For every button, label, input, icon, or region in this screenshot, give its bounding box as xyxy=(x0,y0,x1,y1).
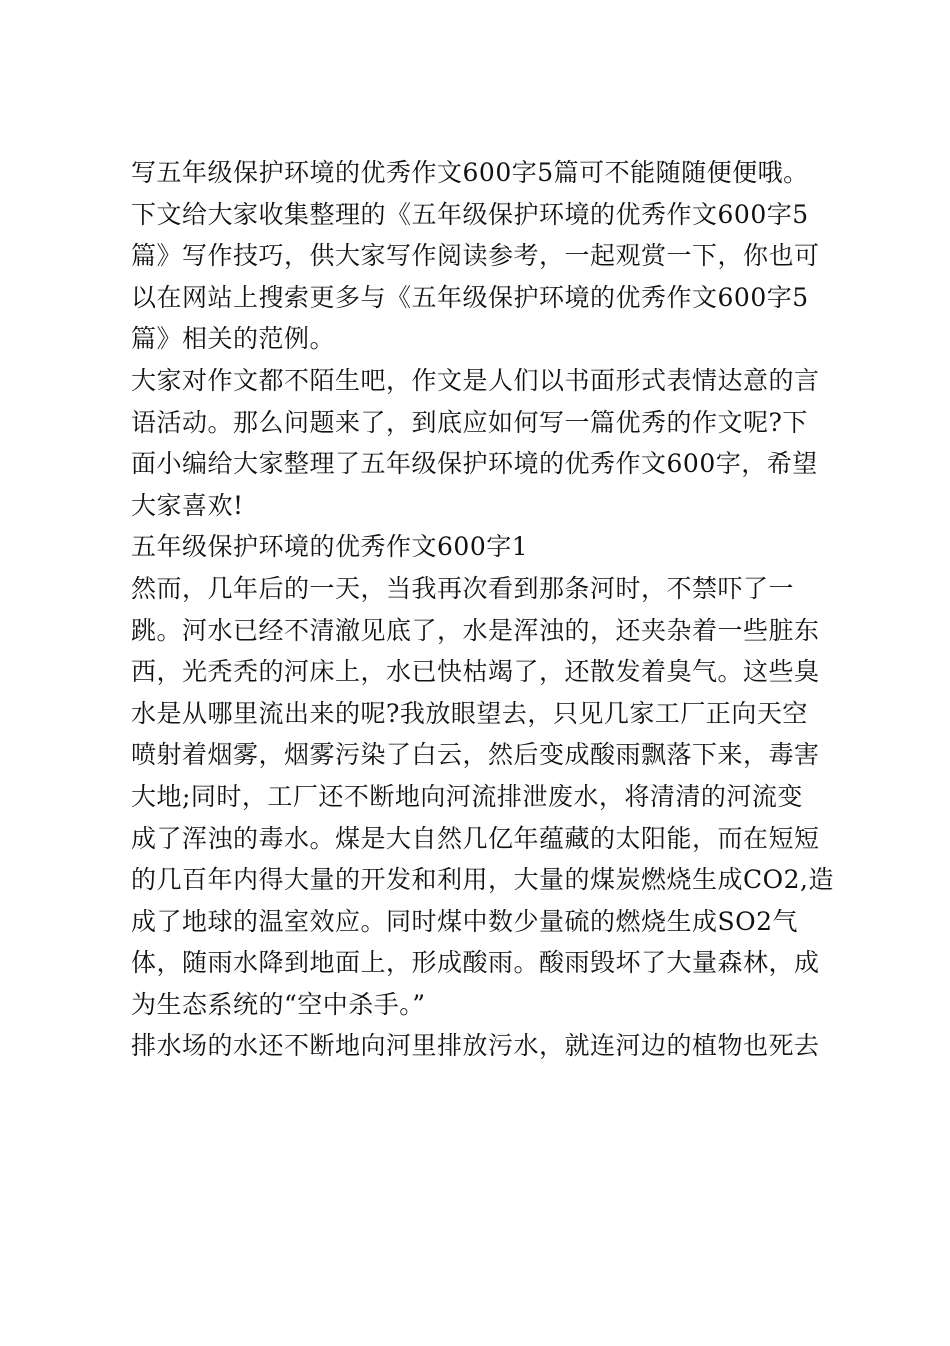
text-line: 喷射着烟雾，烟雾污染了白云，然后变成酸雨飘落下来，毒害 xyxy=(131,740,820,770)
document-body xyxy=(131,152,834,1067)
section-heading: 五年级保护环境的优秀作文600字1 xyxy=(131,532,529,562)
text-line: 然而，几年后的一天，当我再次看到那条河时，不禁吓了一 xyxy=(131,573,795,603)
text-line: 成了浑浊的毒水。煤是大自然几亿年蕴藏的太阳能，而在短短 xyxy=(131,823,820,853)
text-line: 水是从哪里流出来的呢?我放眼望去，只见几家工厂正向天空 xyxy=(131,698,808,728)
text-line: 下文给大家收集整理的《五年级保护环境的优秀作文600字5 xyxy=(131,199,809,229)
text-line: 大家对作文都不陌生吧，作文是人们以书面形式表情达意的言 xyxy=(131,365,820,395)
text-line: 成了地球的温室效应。同时煤中数少量硫的燃烧生成SO2气 xyxy=(131,906,799,936)
text-line: 篇》相关的范例。 xyxy=(131,324,336,354)
text-line: 排水场的水还不断地向河里排放污水，就连河边的植物也死去 xyxy=(131,1031,820,1061)
text-line: 写五年级保护环境的优秀作文600字5篇可不能随随便便哦。 xyxy=(131,158,809,187)
text-line: 以在网站上搜索更多与《五年级保护环境的优秀作文600字5 xyxy=(131,282,809,312)
text-line: 西，光秃秃的河床上，水已快枯竭了，还散发着臭气。这些臭 xyxy=(131,657,820,687)
text-line: 大家喜欢! xyxy=(131,490,244,520)
text-line: 跳。河水已经不清澈见底了，水是浑浊的，还夹杂着一些脏东 xyxy=(131,615,820,645)
text-line: 语活动。那么问题来了，到底应如何写一篇优秀的作文呢?下 xyxy=(131,407,808,437)
text-line: 面小编给大家整理了五年级保护环境的优秀作文600字，希望 xyxy=(131,449,818,479)
text-line: 大地;同时，工厂还不断地向河流排泄废水，将清清的河流变 xyxy=(131,781,803,811)
text-line: 的几百年内得大量的开发和利用，大量的煤炭燃烧生成CO2,造 xyxy=(131,865,834,895)
text-line: 为生态系统的“空中杀手。” xyxy=(131,989,426,1019)
text-line: 体，随雨水降到地面上，形成酸雨。酸雨毁坏了大量森林，成 xyxy=(131,948,820,978)
text-line: 篇》写作技巧，供大家写作阅读参考，一起观赏一下，你也可 xyxy=(131,241,820,271)
